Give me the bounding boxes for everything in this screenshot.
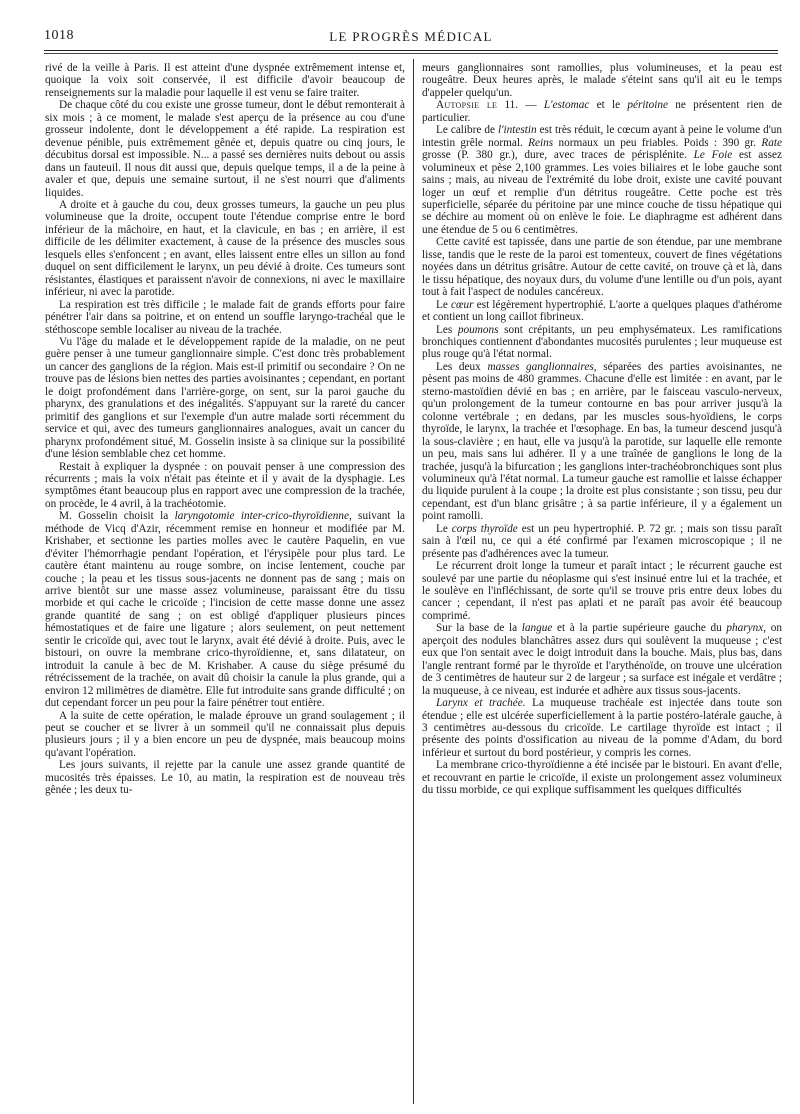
journal-title: LE PROGRÈS MÉDICAL <box>329 29 493 44</box>
section-label: Autopsie le <box>436 99 498 112</box>
italic-term: laryngotomie inter-crico-thyroïdienne <box>174 510 349 523</box>
text-run: est très réduit, le cœcum ayant à peine le volume d'un intestin grêle normal. <box>422 124 782 149</box>
paragraph: La respiration est très difficile ; le malade fait de grands efforts pour faire pénétrer l'air dans sa poitrine, et on entend un souffle laryngo-trachéal que le stéthoscope semble localiser au niveau de la trachée. <box>45 298 405 336</box>
paragraph <box>422 697 782 759</box>
italic-term: langue <box>521 622 553 635</box>
header-rule-thick <box>44 50 778 51</box>
italic-term: L'estomac <box>543 99 590 112</box>
text-run: ne présentent rien de particulier. <box>422 99 782 124</box>
text-run: , on aperçoit des nodules blanchâtres assez durs qui soulèvent la muqueuse ; c'est eux que l'on sentait avec le doigt introduit dans la bouche. Mais, plus bas, dans l'angle rentrant formé par le thyroïde et l'arythénoïde, on trouve une ulcération de 3 centimètres de hauteur sur 2 de largeur ; sa surface est inégale et verdâtre ; la muqueuse, à ce niveau, est indurée et adhère aux tissus sous-jacents. <box>422 622 782 697</box>
paragraph: meurs ganglionnaires sont ramollies, plus volumineuses, et la peau est rougeâtre. Deux heures après, le malade s'éteint sans qu'il ait eu le temps d'appeler quelqu'un. <box>422 62 782 99</box>
header-rule-thin <box>44 53 778 54</box>
italic-term: l'intestin <box>497 124 537 137</box>
text-run: 11. — <box>497 99 544 112</box>
paragraph: La membrane crico-thyroïdienne a été incisée par le bistouri. En avant d'elle, et recouvrant en partie le cricoïde, il existe un prolongement assez volumineux du tissu morbide, ce qui explique suffisamment les quelques difficultés <box>422 759 782 797</box>
italic-term: pharynx <box>726 622 764 635</box>
paragraph <box>422 299 782 324</box>
text-run: M. Gosselin choisit la <box>59 510 175 523</box>
paragraph: Le récurrent droit longe la tumeur et paraît intact ; le récurrent gauche est soulevé par une partie du néoplasme qui s'est insinué entre lui et la trachée, et le soulève en l'infléchissant, de sorte qu'il se trouve pris entre deux lobes du cancer ; cependant, il n'est pas aplati et ne paraît pas avoir été beaucoup comprimé. <box>422 560 782 622</box>
text-run: La muqueuse trachéale est injectée dans toute son étendue ; elle est ulcérée superficiellement à la partie postéro-latérale gauche, à 3 centimètres au-dessous du cricoïde. Le cartilage thyroïde est intact ; il présente des points d'ossification au niveau de la pomme d'Adam, du bord inférieur et surtout du bord postérieur, y compris les cornes. <box>422 697 782 759</box>
paragraph <box>422 124 782 236</box>
paragraph <box>422 99 782 124</box>
paragraph: rivé de la veille à Paris. Il est atteint d'une dyspnée extrêmement intense et, quoique la voix soit conservée, il est difficile d'avoir beaucoup de renseignements sur la maladie pour laquelle il est venu se faire traiter. <box>45 62 405 99</box>
text-run: est assez volumineux et pèse 2,100 grammes. Les voies biliaires et le lobe gauche sont sains ; mais, au niveau de l'extrémité du lobe droit, existe une cavité pouvant loger un œuf et remplie d'un détritus rougeâtre. Cette poche est très superficielle, séparée du péritoine par une mince couche de tissu hépatique qui se déchire au moment où on enlève le foie. Le diaphragme est adhérent dans une étendue de 5 ou 6 centimètres. <box>422 149 782 236</box>
italic-term: Le Foie <box>693 149 733 162</box>
text-run: Le <box>436 522 452 535</box>
text-run: grosse (P. 380 gr.), dure, avec traces de périsplénite. <box>422 149 694 162</box>
left-column <box>45 62 405 1107</box>
paragraph <box>422 361 782 523</box>
text-run: Le calibre de <box>436 124 498 137</box>
italic-term: péritoine <box>627 99 669 112</box>
text-run: est un peu hypertrophié. P. 72 gr. ; mais son tissu paraît sain à l'œil nu, ce qui a été confirmé par l'examen microscopique ; il ne présente pas d'adhérences avec la tumeur. <box>422 522 782 560</box>
paragraph <box>422 622 782 697</box>
paragraph: A droite et à gauche du cou, deux grosses tumeurs, la gauche un peu plus volumineuse que la droite, occupent toute l'étendue comprise entre le bord inférieur de la mâchoire, en haut, et la clavicule, en bas ; en arrière, il est difficile de les délimiter exactement, à cause de la présence des muscles sous lesquels elles s'enfoncent ; en avant, elles laissent entre elles un sillon au fond duquel on sent difficilement le larynx, un peu dévié à droite. Ces tumeurs sont résistantes, élastiques et paraissent n'avoir de connexions, ni avec le maxillaire inférieur, ni avec la parotide. <box>45 198 405 299</box>
column-divider <box>413 59 414 1104</box>
paragraph: Cette cavité est tapissée, dans une partie de son étendue, par une membrane lisse, tandis que le reste de la paroi est tomenteux, couvert de fines végétations noyées dans un détritus grisâtre. Autour de cette cavité, on trouve çà et là, dans le tissu hépatique, des noyaux durs, du volume d'une lentille ou d'un pois, ayant tout à fait l'aspect de nodules cancéreux. <box>422 236 782 299</box>
italic-term: Reins <box>528 136 554 149</box>
text-run: , séparées des parties avoisinantes, ne pèsent pas moins de 480 grammes. Chacune d'elle est limitée : en avant, par le sterno-mastoïdien dévié en bas ; en arrière, par le faisceau vasculo-nerveux, qu'un prolongement de la tumeur contourne en bas pour arriver jusqu'à la colonne vertébrale ; en dedans, par les muscles sous-hyoïdiens, le corps thyroïde, le larynx, la trachée et l'œsophage. En bas, la tumeur descend jusqu'à la sous-clavière ; en haut, elle va jusqu'à la parotide, sur laquelle elle remonte un peu, mais sans lui adhérer. Il y a une traînée de ganglions le long de la trachée, jusqu'à la bifurcation ; les ganglions inter-trachéobronchiques sont plus volumineux qu'à l'état normal. La tumeur gauche est ramollie et laisse échapper du liquide purulent à la coupe ; la droite est plus consistante ; son tissu, peu dur cependant, est d'un blanc grisâtre ; à sa partie inférieure, il y a également un point ramolli. <box>422 360 782 523</box>
text-run: est légèrement hypertrophié. L'aorte a quelques plaques d'athérome et contient un long caillot fibrineux. <box>422 298 782 324</box>
text-run: et le <box>589 99 628 112</box>
paragraph <box>422 523 782 560</box>
text-run: , suivant la méthode de Vicq d'Azir, récemment remise en honneur et modifiée par M. Krishaber, et sectionne les parties molles avec le cautère Paquelin, en vue d'éviter l'hémorrhagie pendant l'opération, et l'érysipèle pour plus tard. Le cautère étant maintenu au rouge sombre, on incise lentement, couche par couche ; la peau et les tissus sous-jacents ne donnent pas de sang ; mais on arrive bientôt sur une masse assez volumineuse, paraissant être du tissu morbide et qui cache le cricoïde ; l'incision de cette masse donne une assez grande quantité de sang ; on est obligé d'appliquer plusieurs pinces hémostatiques et de faire une ligature ; alors seulement, on peut nettement sentir le cricoïde qui, avec tout le larynx, avait été dévié à droite. Puis, avec le bistouri, on ouvre la membrane crico-thyroïdienne, et, sans dilatateur, on introduit la canule à bec de M. Krishaber. A cause du siège présumé du rétrécissement de la trachée, on avait dû choisir la canule la plus grande, qui a environ 12 milimètres de diamètre. Elle fut introduite sans grande difficulté ; on dut cependant forcer un peu pour la faire pénétrer tout entière. <box>45 510 405 710</box>
right-column <box>422 62 782 1107</box>
text-run: Les <box>436 323 458 336</box>
paragraph: Les jours suivants, il rejette par la canule une assez grande quantité de mucosités très épaisses. Le 10, au matin, la respiration est de nouveau très gênée ; les deux tu- <box>45 759 405 797</box>
paragraph <box>422 324 782 361</box>
paragraph: Restait à expliquer la dyspnée : on pouvait penser à une compression des récurrents ; mais la voix n'était pas éteinte et il y avait de la dysphagie. Les symptômes étant beaucoup plus en rapport avec une compression de la trachée, on procède, le 4 avril, à la trachéotomie. <box>45 460 405 510</box>
page-number: 1018 <box>44 28 74 43</box>
italic-term: poumons <box>457 323 499 336</box>
text-run: Sur la base de la <box>436 622 522 635</box>
italic-term: Larynx et trachée. <box>436 697 526 710</box>
text-run: normaux un peu friables. Poids : 390 gr. <box>553 136 762 149</box>
italic-term: Rate <box>761 136 782 149</box>
paragraph: De chaque côté du cou existe une grosse tumeur, dont le début remonterait à six mois ; à ce moment, le malade s'est aperçu de la présence au cou d'une grosseur indolente, dont le développement a été rapide. La respiration est devenue pénible, puis extrêmement gênée et, depuis quatre ou cinq jours, le décubitus dorsal est impossible. N... a passé ses dernières nuits debout ou assis dans un fauteuil. Il nous dit aussi que, depuis quelque temps, il a de la peine à avaler et que, depuis une semaine surtout, il ne s'est nourri que d'aliments liquides. <box>45 99 405 199</box>
italic-term: masses ganglionnaires <box>487 360 594 373</box>
text-run: Les deux <box>436 360 488 373</box>
text-run: sont crépitants, un peu emphysémateux. Les ramifications bronchiques contiennent d'abondantes mucosités purulentes ; leur muqueuse est plus rouge qu'à l'état normal. <box>422 323 782 361</box>
italic-term: cœur <box>451 298 474 311</box>
italic-term: corps thyroïde <box>451 522 518 535</box>
paragraph: Vu l'âge du malade et le développement rapide de la maladie, on ne peut guère penser à une tumeur ganglionnaire simple. C'est donc très probablement un cancer des ganglions de la région. Mais est-il primitif ou secondaire ? On ne trouve pas de lésions bien nettes des parties avoisinantes ; cependant, en portant le doigt profondément dans l'arrière-gorge, on sent, sur la paroi gauche du pharynx, des granulations et des inégalités. S'appuyant sur la rareté du cancer primitif des ganglions et sur l'exemple d'un autre malade sorti récemment du service et qui, avec des tumeurs ganglionnaires analogues, avait un cancer du pharynx profondément situé, M. Gosselin insiste à sa clinique sur la possibilité d'une lésion semblable chez cet homme. <box>45 335 405 461</box>
text-run: Le <box>436 298 452 311</box>
paragraph: A la suite de cette opération, le malade éprouve un grand soulagement ; il peut se coucher et se livrer à un sommeil qu'il ne connaissait plus depuis plusieurs jours ; il y a bien encore un peu de dyspnée, mais beaucoup moins qu'avant l'opération. <box>45 709 405 759</box>
paragraph <box>45 510 405 709</box>
text-run: et à la partie supérieure gauche du <box>552 622 727 635</box>
page-header <box>44 26 778 48</box>
